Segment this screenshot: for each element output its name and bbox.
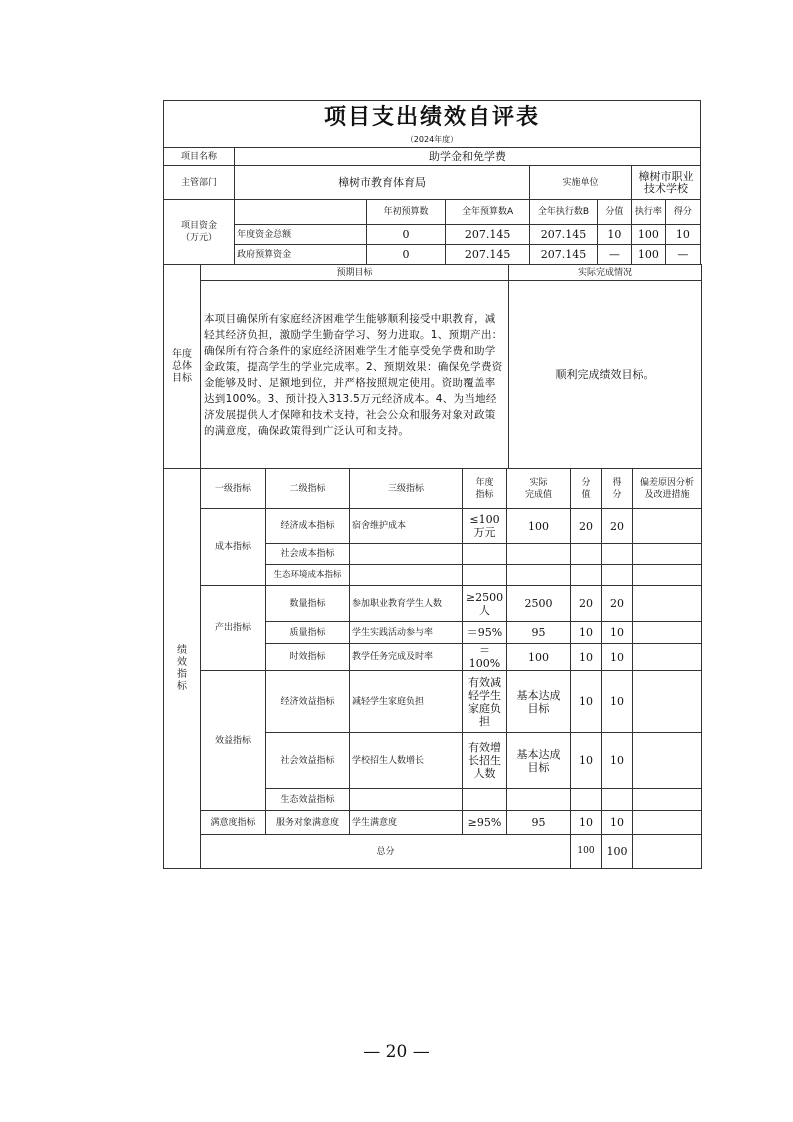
goals-header-row	[164, 265, 702, 281]
funds-executed: 207.145	[530, 225, 598, 245]
funds-score: —	[665, 245, 700, 265]
score-cell	[602, 544, 633, 565]
funds-initial: 0	[366, 225, 446, 245]
funds-row-name: 年度资金总额	[235, 225, 367, 245]
funds-annual: 207.145	[446, 225, 530, 245]
funds-header-row	[164, 200, 701, 225]
evaluation-form	[163, 100, 701, 869]
level3-cell	[350, 565, 463, 586]
points-cell	[571, 544, 602, 565]
points-cell: 10	[571, 811, 602, 835]
level1-benefit: 效益指标	[201, 671, 266, 811]
form-title: 项目支出绩效自评表	[163, 100, 701, 133]
funds-row-total	[164, 225, 701, 245]
funds-initial: 0	[366, 245, 446, 265]
level3-cell	[350, 544, 463, 565]
actual-cell: 基本达成 目标	[507, 733, 571, 789]
level3-cell: 宿舍维护成本	[350, 509, 463, 544]
points-cell: 10	[571, 671, 602, 733]
deviation-cell	[633, 644, 702, 671]
total-score: 100	[602, 835, 633, 869]
deviation-cell	[633, 789, 702, 811]
header-score: 得 分	[602, 469, 633, 509]
points-cell: 10	[571, 733, 602, 789]
funds-executed: 207.145	[530, 245, 598, 265]
points-cell	[571, 565, 602, 586]
project-name-row	[164, 148, 701, 166]
total-points: 100	[571, 835, 602, 869]
deviation-cell	[633, 509, 702, 544]
funds-rate: 100	[631, 245, 665, 265]
funds-header-points: 分值	[597, 200, 631, 225]
dept-row	[164, 166, 701, 200]
target-cell: 有效增 长招生 人数	[463, 733, 507, 789]
actual-cell	[507, 565, 571, 586]
funds-label: 项目资金 （万元）	[164, 200, 235, 265]
header-target: 年度 指标	[463, 469, 507, 509]
actual-cell	[507, 789, 571, 811]
points-cell: 20	[571, 586, 602, 622]
level2-cell: 经济效益指标	[266, 671, 350, 733]
table-row	[164, 586, 702, 622]
level2-cell: 数量指标	[266, 586, 350, 622]
actual-result-header: 实际完成情况	[509, 265, 702, 281]
score-cell: 10	[602, 644, 633, 671]
target-cell: ≥2500 人	[463, 586, 507, 622]
level2-cell: 质量指标	[266, 622, 350, 644]
level2-cell: 生态环境成本指标	[266, 565, 350, 586]
project-name-label: 项目名称	[164, 148, 235, 166]
funds-header-initial: 年初预算数	[366, 200, 446, 225]
deviation-cell	[633, 671, 702, 733]
deviation-cell	[633, 811, 702, 835]
page-number: — 20 —	[363, 1042, 430, 1062]
table-row	[164, 671, 702, 733]
actual-cell: 2500	[507, 586, 571, 622]
table-row	[164, 811, 702, 835]
level3-cell	[350, 789, 463, 811]
actual-cell: 95	[507, 622, 571, 644]
perf-header-row	[164, 469, 702, 509]
level3-cell: 学校招生人数增长	[350, 733, 463, 789]
actual-cell: 100	[507, 644, 571, 671]
actual-result-text: 顺利完成绩效目标。	[509, 281, 702, 469]
points-cell	[571, 789, 602, 811]
level3-cell: 学生实践活动参与率	[350, 622, 463, 644]
funds-row-name: 政府预算资金	[235, 245, 367, 265]
level1-output: 产出指标	[201, 586, 266, 671]
score-cell	[602, 565, 633, 586]
performance-table	[163, 468, 702, 869]
score-cell: 20	[602, 509, 633, 544]
target-cell	[463, 544, 507, 565]
actual-cell	[507, 544, 571, 565]
goals-content-row	[164, 281, 702, 469]
level2-cell: 生态效益指标	[266, 789, 350, 811]
unit-value: 樟树市职业技术学校	[631, 166, 700, 200]
funds-header-rate: 执行率	[631, 200, 665, 225]
funds-header-annual: 全年预算数A	[446, 200, 530, 225]
score-cell: 10	[602, 811, 633, 835]
deviation-cell	[633, 622, 702, 644]
funds-rate: 100	[631, 225, 665, 245]
score-cell: 10	[602, 622, 633, 644]
form-year: （2024年度）	[163, 133, 701, 147]
target-cell: ＝95%	[463, 622, 507, 644]
level1-satisfaction: 满意度指标	[201, 811, 266, 835]
deviation-cell	[633, 733, 702, 789]
header-actual: 实际 完成值	[507, 469, 571, 509]
header-deviation: 偏差原因分析 及改进措施	[633, 469, 702, 509]
actual-cell: 100	[507, 509, 571, 544]
level3-cell: 教学任务完成及时率	[350, 644, 463, 671]
funds-score: 10	[665, 225, 700, 245]
deviation-cell	[633, 544, 702, 565]
goals-table	[163, 264, 702, 469]
funds-points: 10	[597, 225, 631, 245]
header-level2: 二级指标	[266, 469, 350, 509]
target-cell: ＝100%	[463, 644, 507, 671]
target-cell: ≤100 万元	[463, 509, 507, 544]
project-name-value: 助学金和免学费	[235, 148, 701, 166]
level2-cell: 时效指标	[266, 644, 350, 671]
funds-row-government	[164, 245, 701, 265]
actual-cell: 基本达成 目标	[507, 671, 571, 733]
actual-cell: 95	[507, 811, 571, 835]
expected-goal-text: 本项目确保所有家庭经济困难学生能够顺利接受中职教育，减轻其经济负担，激励学生勤奋学习、努力进取。1、预期产出：确保所有符合条件的家庭经济困难学生才能享受免学费和助学金政策，提高学生的学业完成率。2、预期效果：确保免学费资金能够及时、足额地到位，并严格按照规定使用。资助覆盖率达到100%。3、预计投入313.5万元经济成本。4、为当地经济发展提供人才保障和技术支持，社会公众和服务对象对政策的满意度，确保政策得到广泛认可和支持。	[201, 281, 509, 469]
funds-header-blank	[235, 200, 367, 225]
header-points: 分 值	[571, 469, 602, 509]
level3-cell: 减轻学生家庭负担	[350, 671, 463, 733]
perf-label: 绩 效 指 标	[164, 469, 201, 869]
score-cell: 20	[602, 586, 633, 622]
total-deviation	[633, 835, 702, 869]
score-cell: 10	[602, 733, 633, 789]
level2-cell: 社会成本指标	[266, 544, 350, 565]
funds-header-score: 得分	[665, 200, 700, 225]
points-cell: 10	[571, 644, 602, 671]
dept-label: 主管部门	[164, 166, 235, 200]
deviation-cell	[633, 565, 702, 586]
header-level3: 三级指标	[350, 469, 463, 509]
score-cell: 10	[602, 671, 633, 733]
project-info-table	[163, 147, 701, 265]
level3-cell: 参加职业教育学生人数	[350, 586, 463, 622]
level2-cell: 服务对象满意度	[266, 811, 350, 835]
points-cell: 20	[571, 509, 602, 544]
target-cell	[463, 565, 507, 586]
table-row	[164, 509, 702, 544]
points-cell: 10	[571, 622, 602, 644]
target-cell: 有效减 轻学生 家庭负 担	[463, 671, 507, 733]
level2-cell: 经济成本指标	[266, 509, 350, 544]
score-cell	[602, 789, 633, 811]
deviation-cell	[633, 586, 702, 622]
dept-value: 樟树市教育体育局	[235, 166, 530, 200]
level1-cost: 成本指标	[201, 509, 266, 586]
total-row	[164, 835, 702, 869]
expected-goal-header: 预期目标	[201, 265, 509, 281]
goals-label: 年度 总体 目标	[164, 265, 201, 469]
funds-header-executed: 全年执行数B	[530, 200, 598, 225]
target-cell: ≥95%	[463, 811, 507, 835]
funds-points-dash: —	[597, 245, 631, 265]
target-cell	[463, 789, 507, 811]
funds-annual: 207.145	[446, 245, 530, 265]
level3-cell: 学生满意度	[350, 811, 463, 835]
total-label: 总分	[201, 835, 571, 869]
level2-cell: 社会效益指标	[266, 733, 350, 789]
header-level1: 一级指标	[201, 469, 266, 509]
unit-label: 实施单位	[530, 166, 632, 200]
